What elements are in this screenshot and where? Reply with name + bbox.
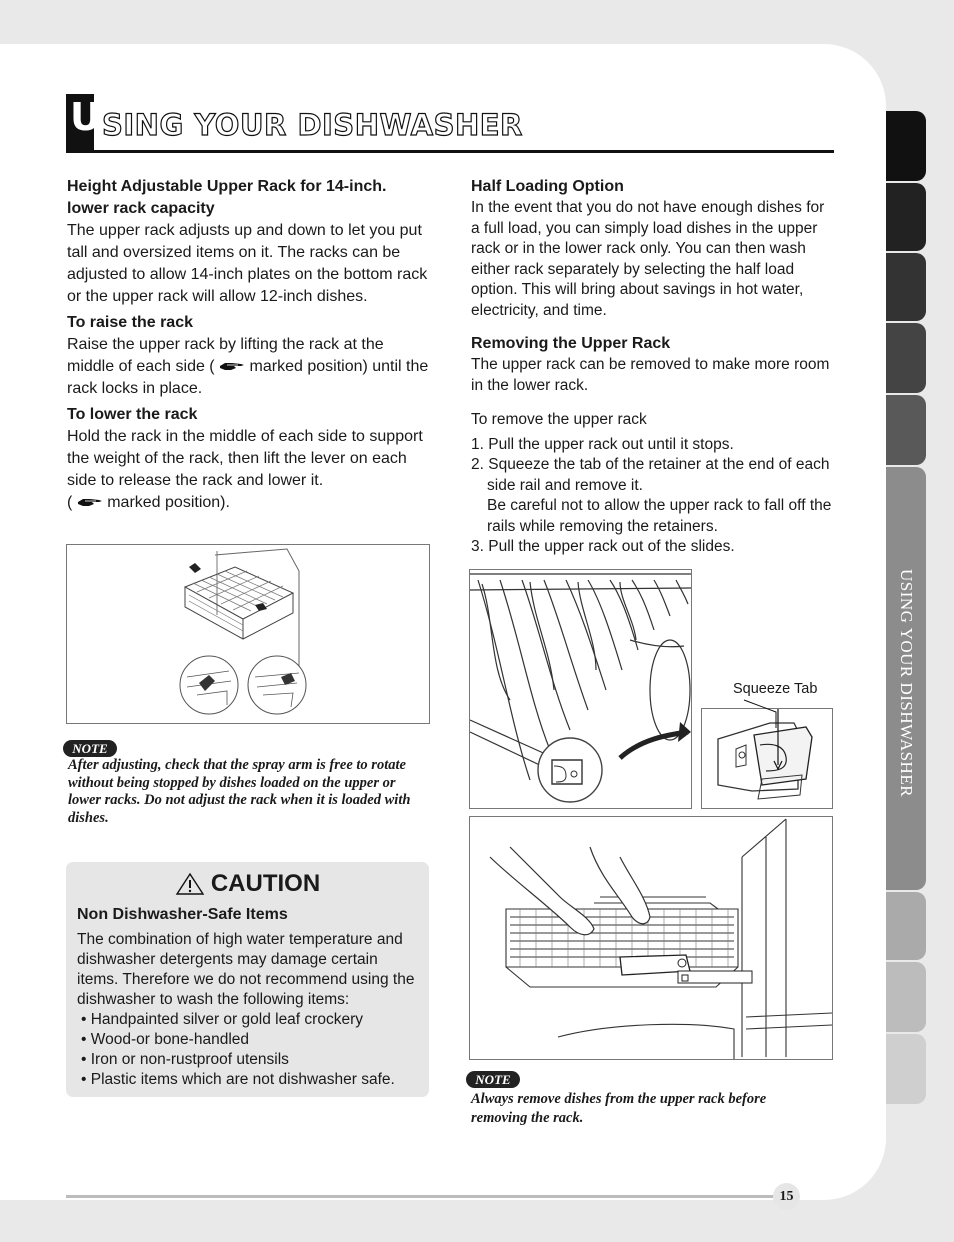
caution-box [66,862,429,1097]
raise-rack-title: To raise the rack [67,314,193,331]
pointing-hand-icon [77,496,103,508]
side-tab-4[interactable] [886,323,926,393]
page-title: SING YOUR DISHWASHER [102,108,523,142]
caution-subtitle: Non Dishwasher-Safe Items [77,906,288,923]
footer-rule [66,1195,774,1198]
caution-list [81,1010,421,1090]
side-tab-label: USING YOUR DISHWASHER [897,568,916,798]
pointing-hand-icon [219,360,245,372]
pull-rack-out-illustration [469,816,833,1060]
section-body-height-adjustable: The upper rack adjusts up and down to let you put tall and oversized items on it. The racks can be adjusted to allow 14-inch plates on the bottom rack or the upper rack will allow 12-inch dishes. [67,222,428,305]
page-number: 15 [773,1183,800,1210]
right-column [471,176,833,558]
half-loading-body: In the event that you do not have enough dishes for a full load, you can simply load dishes in the upper rack or in the lower rack only. You can then wash either rack separately by selecting the half load option. This will bring about savings in hot water, electricity, and time. [471,199,825,319]
note-badge: NOTE [63,740,117,757]
list-item: • Wood-or bone-handled [81,1030,421,1050]
rack-retainer-illustration [469,569,692,809]
list-item: • Plastic items which are not dishwasher safe. [81,1070,421,1090]
step-2-caution: Be careful not to allow the upper rack to fall off the rails while removing the retainers. [487,497,832,535]
step-3: 3. Pull the upper rack out of the slides. [471,538,735,555]
side-tab-1[interactable] [886,111,926,181]
note-badge: NOTE [466,1071,520,1088]
side-tab-9[interactable] [886,1034,926,1104]
note-text-spray-arm: After adjusting, check that the spray arm is free to rotate without being stopped by dishes loaded on the upper or lower racks. Do not adjust the rack when it is loaded with dishes. [68,757,411,826]
note-text-remove-dishes: Always remove dishes from the upper rack before removing the rack. [471,1091,767,1126]
to-remove-label: To remove the upper rack [471,411,647,428]
squeeze-tab-leader-line [740,698,800,728]
header-letter: U [70,95,101,139]
lower-rack-body: Hold the rack in the middle of each side to support the weight of the rack, then lift the lever on each side to release the rack and lower it. ( marked position). [67,428,423,511]
left-column [67,176,429,514]
removing-rack-body: The upper rack can be removed to make more room in the lower rack. [471,356,830,394]
caution-title: CAUTION [210,870,321,897]
list-item: • Iron or non-rustproof utensils [81,1050,421,1070]
step-2: 2. Squeeze the tab of the retainer at the end of each side rail and remove it. [471,456,830,494]
caution-body: The combination of high water temperature and dishwasher detergents may damage certain items. Therefore we do not recommend using the dishwasher to wash the following items: [77,931,415,1008]
removing-rack-title: Removing the Upper Rack [471,335,671,352]
lower-rack-title: To lower the rack [67,406,198,423]
squeeze-tab-label: Squeeze Tab [733,681,818,697]
side-tab-2[interactable] [886,183,926,251]
page-header [66,94,834,153]
side-tab-5[interactable] [886,395,926,465]
half-loading-title: Half Loading Option [471,178,624,195]
section-title-height-adjustable: Height Adjustable Upper Rack for 14-inch. lower rack capacity [67,178,387,217]
side-tab-7[interactable] [886,892,926,960]
step-1: 1. Pull the upper rack out until it stops. [471,435,734,453]
raise-rack-body: Raise the upper rack by lifting the rack at the middle of each side ( marked position) until the rack locks in place. [67,336,429,397]
upper-rack-adjust-illustration [66,544,430,724]
side-tab-8[interactable] [886,962,926,1032]
side-tab-3[interactable] [886,253,926,321]
warning-triangle-icon [175,872,205,896]
list-item: • Handpainted silver or gold leaf crockery [81,1010,421,1030]
